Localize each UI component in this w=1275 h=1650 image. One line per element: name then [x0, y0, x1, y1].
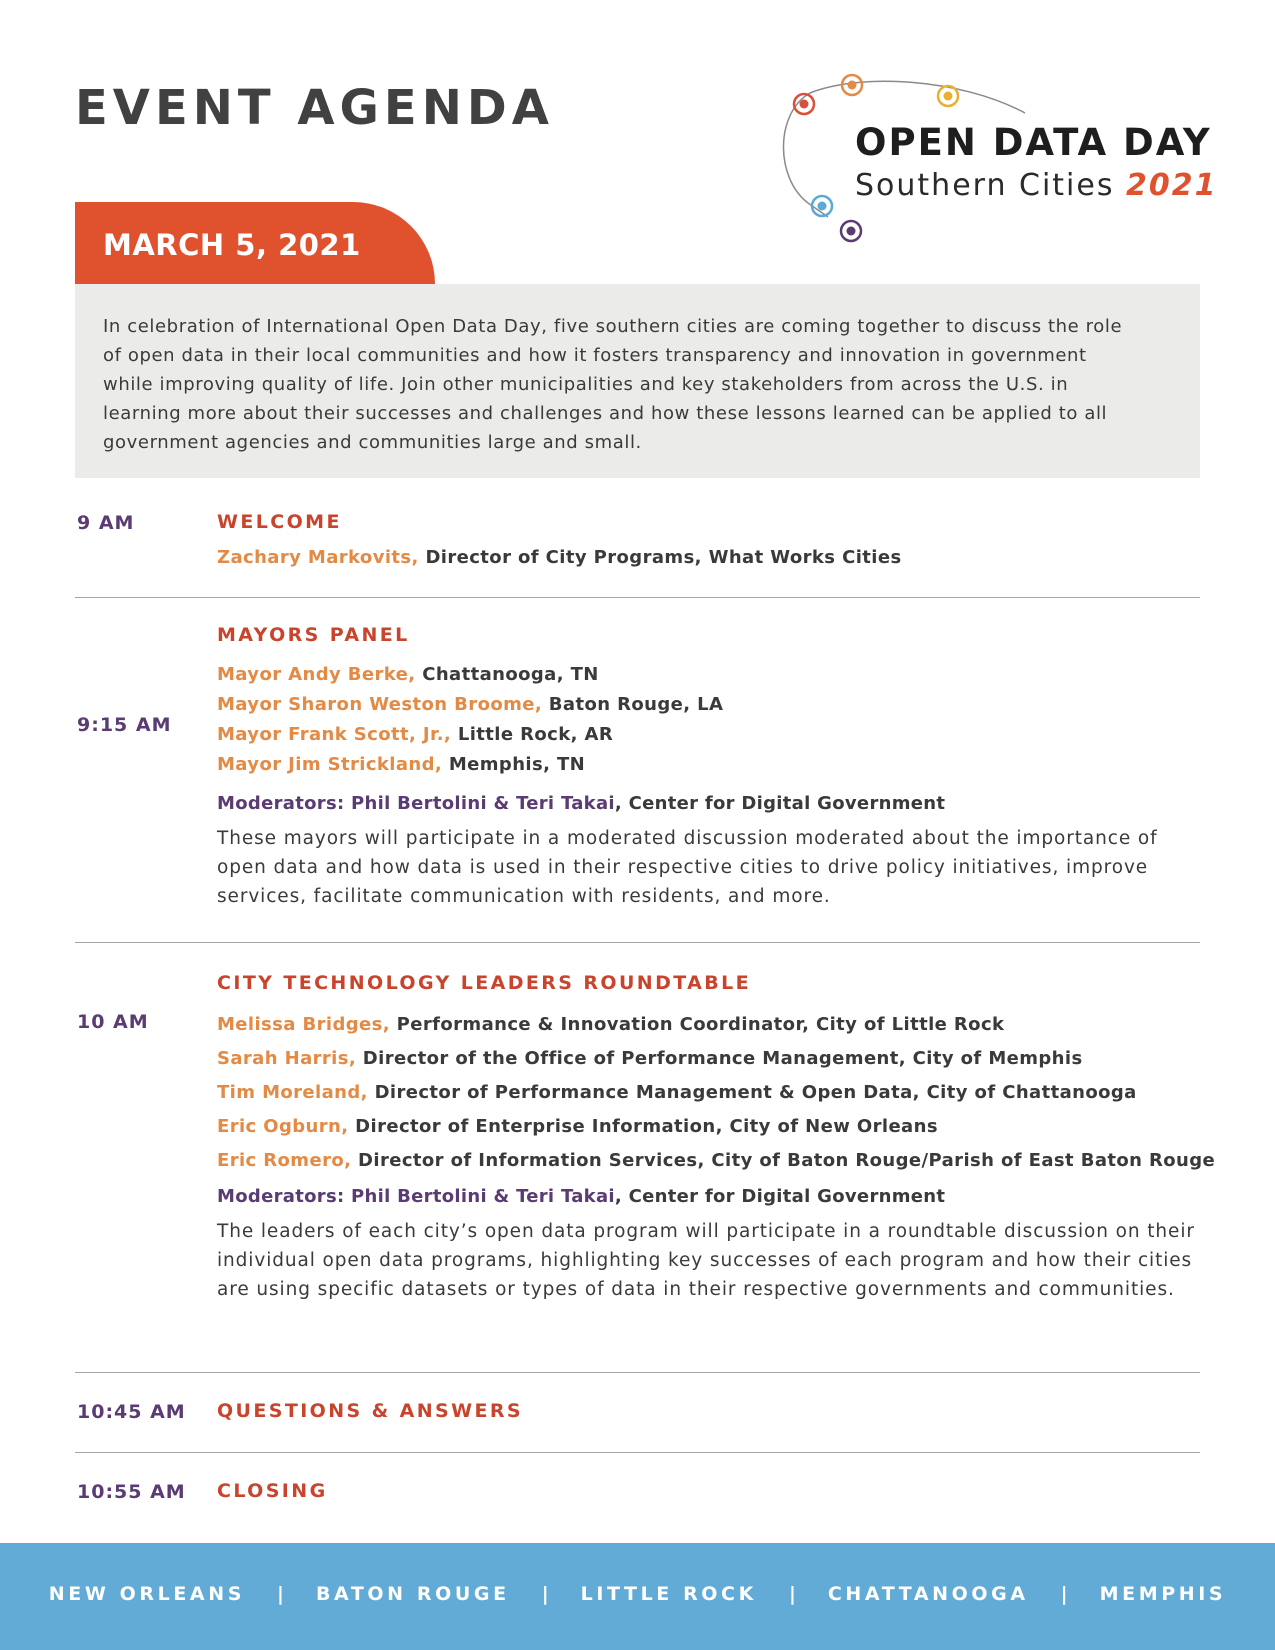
agenda-time: 9 AM — [77, 512, 135, 534]
date-banner — [75, 202, 435, 284]
speaker-role: Director of Enterprise Information, City of New Orleans — [355, 1116, 938, 1137]
speaker-role: Performance & Innovation Coordinator, City of Little Rock — [396, 1014, 1005, 1035]
footer-city-bar — [0, 1543, 1275, 1650]
agenda-time: 10:55 AM — [77, 1481, 186, 1503]
footer-city: CHATTANOOGA — [827, 1583, 1029, 1605]
agenda-item-mayors-panel — [75, 598, 1200, 943]
speaker — [217, 1042, 1200, 1076]
footer-city: MEMPHIS — [1099, 1583, 1227, 1605]
orbit-dot-purple — [841, 221, 861, 241]
speaker-role: Chattanooga, TN — [422, 664, 599, 685]
session-title: MAYORS PANEL — [217, 624, 410, 646]
agenda-item-qa — [75, 1373, 1200, 1453]
speaker-name: Mayor Jim Strickland, — [217, 754, 443, 775]
logo-title: OPEN DATA DAY — [855, 121, 1212, 164]
speaker-name: Eric Romero, — [217, 1150, 352, 1171]
speaker-role: Baton Rouge, LA — [548, 694, 724, 715]
page-title: EVENT AGENDA — [75, 80, 554, 136]
footer-separator: | — [277, 1583, 284, 1605]
logo-subtitle — [855, 168, 1218, 203]
speaker-name: Sarah Harris, — [217, 1048, 357, 1069]
moderators-label: Moderators: Phil Bertolini & Teri Takai — [217, 793, 615, 814]
footer-city: BATON ROUGE — [315, 1583, 510, 1605]
speaker — [217, 1110, 1200, 1144]
footer-separator: | — [541, 1583, 549, 1605]
session-title: WELCOME — [217, 511, 342, 533]
footer-separator: | — [788, 1583, 796, 1605]
speaker-name: Mayor Frank Scott, Jr., — [217, 724, 452, 745]
speaker — [217, 720, 1200, 750]
logo-year: 2021 — [1126, 168, 1218, 203]
speaker-role: Director of the Office of Performance Management, City of Memphis — [362, 1048, 1083, 1069]
footer-city: LITTLE ROCK — [580, 1583, 757, 1605]
speaker — [217, 1144, 1216, 1178]
speaker-role: Director of City Programs, What Works Cities — [425, 547, 902, 568]
logo-subtitle-text: Southern Cities — [855, 168, 1115, 203]
agenda-time: 10 AM — [77, 1011, 149, 1033]
moderators — [217, 793, 1200, 814]
speaker — [217, 690, 1200, 720]
intro-text: In celebration of International Open Data Day, five southern cities are coming together to discuss the role of open data in their local communities and how it fosters transparency and innovation in government while improving quality of life. Join other municipalities and key stakeholders from across the U.S. in learning more about their successes and challenges and how these lessons learned can be applied to all government agencies and communities large and small. — [103, 316, 1123, 453]
moderators-org: , Center for Digital Government — [614, 1186, 946, 1207]
moderators — [217, 1186, 1200, 1207]
session-title: CLOSING — [217, 1480, 328, 1502]
speaker-role: Memphis, TN — [448, 754, 586, 775]
intro-box — [75, 284, 1200, 478]
speaker — [217, 1008, 1200, 1042]
agenda-time: 9:15 AM — [77, 714, 172, 736]
agenda-item-welcome — [75, 500, 1200, 598]
moderators-org: , Center for Digital Government — [614, 793, 946, 814]
event-date: MARCH 5, 2021 — [103, 228, 361, 262]
footer-separator: | — [1060, 1583, 1068, 1605]
speaker-name: Tim Moreland, — [217, 1082, 368, 1103]
speaker — [217, 750, 1200, 780]
agenda-item-closing — [75, 1453, 1200, 1532]
footer-city: NEW ORLEANS — [48, 1583, 245, 1605]
agenda-time: 10:45 AM — [77, 1401, 186, 1423]
session-title: CITY TECHNOLOGY LEADERS ROUNDTABLE — [217, 972, 752, 994]
speaker-role: Director of Performance Management & Open Data, City of Chattanooga — [374, 1082, 1137, 1103]
session-description: The leaders of each city’s open data program will participate in a roundtable discussion on their individual open data programs, highlighting key successes of each program and how their cities are using specific datasets or types of data in their respective governments and communities. — [217, 1221, 1195, 1300]
speaker — [217, 547, 1200, 568]
speaker — [217, 660, 1200, 690]
session-description: These mayors will participate in a moderated discussion moderated about the importance of open data and how data is used in their respective cities to drive policy initiatives, improve services, facilitate communication with residents, and more. — [217, 828, 1158, 907]
agenda — [75, 500, 1216, 1532]
agenda-item-roundtable — [75, 943, 1216, 1373]
orbit-dot-yellow — [938, 86, 958, 106]
open-data-day-logo — [780, 68, 1218, 253]
orbit-dot-orange — [842, 75, 862, 95]
speaker-role: Little Rock, AR — [457, 724, 614, 745]
speaker-name: Zachary Markovits, — [217, 547, 419, 568]
speaker — [217, 1076, 1200, 1110]
speaker-name: Mayor Sharon Weston Broome, — [217, 694, 543, 715]
speaker-name: Eric Ogburn, — [217, 1116, 349, 1137]
moderators-label: Moderators: Phil Bertolini & Teri Takai — [217, 1186, 615, 1207]
speaker-name: Mayor Andy Berke, — [217, 664, 416, 685]
session-title: QUESTIONS & ANSWERS — [217, 1400, 523, 1422]
speaker-name: Melissa Bridges, — [217, 1014, 390, 1035]
speaker-role: Director of Information Services, City of Baton Rouge/Parish of East Baton Rouge — [358, 1150, 1216, 1171]
